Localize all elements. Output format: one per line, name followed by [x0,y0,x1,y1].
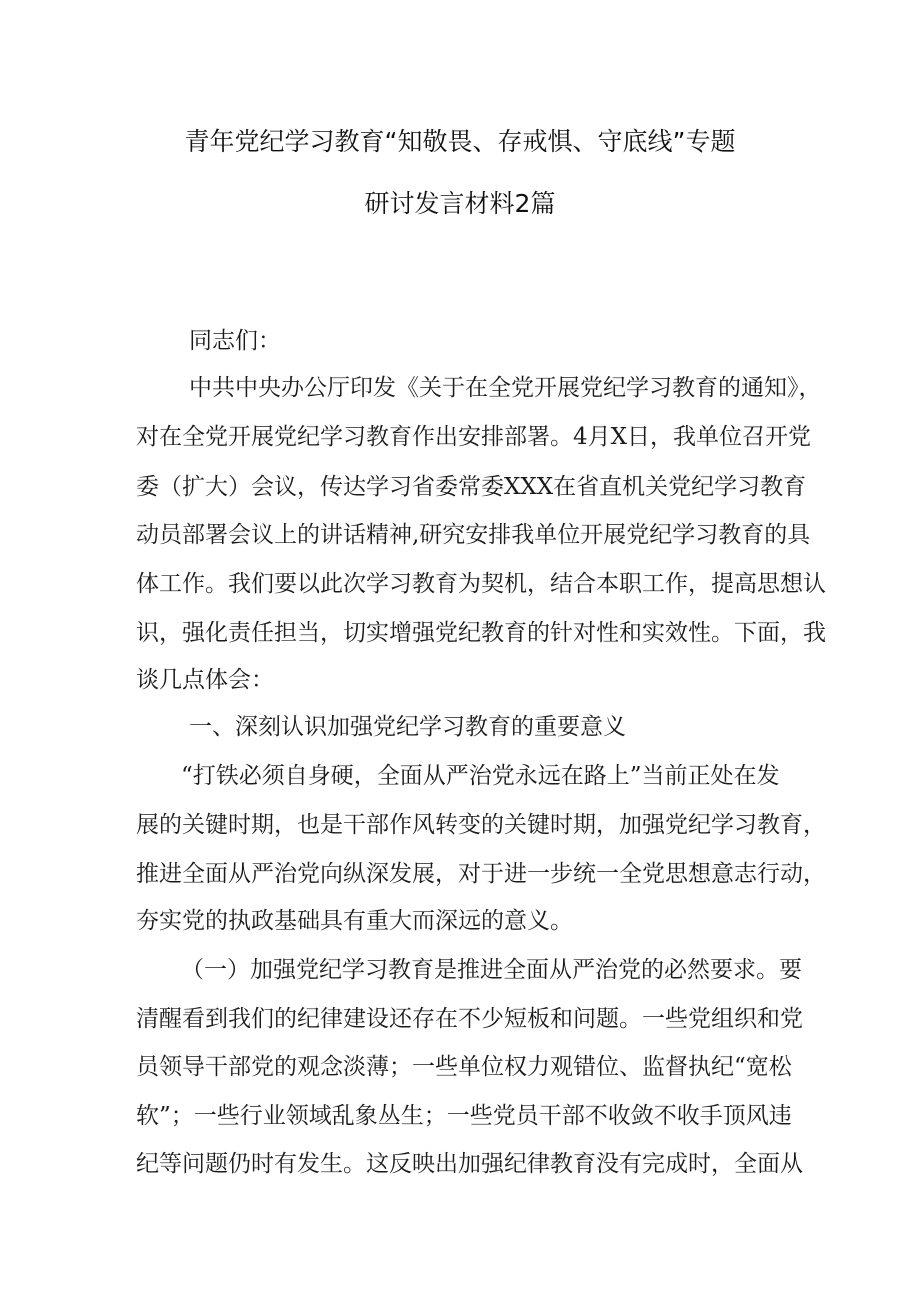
paragraph-1-line: 委（扩大）会议，传达学习省委常委XXX在省直机关党纪学习教育 [136,474,807,500]
document-title-line-2: 研讨发言材料2篇 [364,189,556,218]
paragraph-1-line: 对在全党开展党纪学习教育作出安排部署。4月X日，我单位召开党 [136,424,812,450]
paragraph-2-line: 展的关键时期，也是干部作风转变的关键时期，加强党纪学习教育， [136,812,826,838]
paragraph-1-line: 谈几点体会： [136,667,274,693]
paragraph-3-line: 软”；一些行业领域乱象丛生；一些党员干部不收敛不收手顶风违 [136,1103,792,1129]
paragraph-1-line: 体工作。我们要以此次学习教育为契机，结合本职工作，提高思想认 [136,571,826,597]
salutation: 同志们： [189,328,281,354]
paragraph-3-line: （一）加强党纪学习教育是推进全面从严治党的必然要求。要 [181,957,802,983]
paragraph-3-line: 清醒看到我们的纪律建设还存在不少短板和问题。一些党组织和党 [136,1006,803,1032]
paragraph-2-line: 夯实党的执政基础具有重大而深远的意义。 [136,908,573,934]
paragraph-1-line: 中共中央办公厅印发《关于在全党开展党纪学习教育的通知》， [189,375,822,401]
document-title-line-1: 青年党纪学习教育“知敬畏、存戒惧、守底线”专题 [184,127,736,156]
paragraph-3-line: 员领导干部党的观念淡薄；一些单位权力观错位、监督执纪“宽松 [136,1054,792,1080]
paragraph-1-line: 识，强化责任担当，切实增强党纪教育的针对性和实效性。下面，我 [136,620,826,646]
paragraph-2-line: 推进全面从严治党向纵深发展，对于进一步统一全党思想意志行动， [136,861,826,887]
paragraph-1-line: 动员部署会议上的讲话精神,研究安排我单位开展党纪学习教育的具 [136,522,811,548]
section-heading-1: 一、深刻认识加强党纪学习教育的重要意义 [189,714,626,740]
paragraph-3-line: 纪等问题仍时有发生。这反映出加强纪律教育没有完成时，全面从 [136,1151,803,1177]
paragraph-2-line: “打铁必须自身硬，全面从严治党永远在路上”当前正处在发 [181,763,780,789]
